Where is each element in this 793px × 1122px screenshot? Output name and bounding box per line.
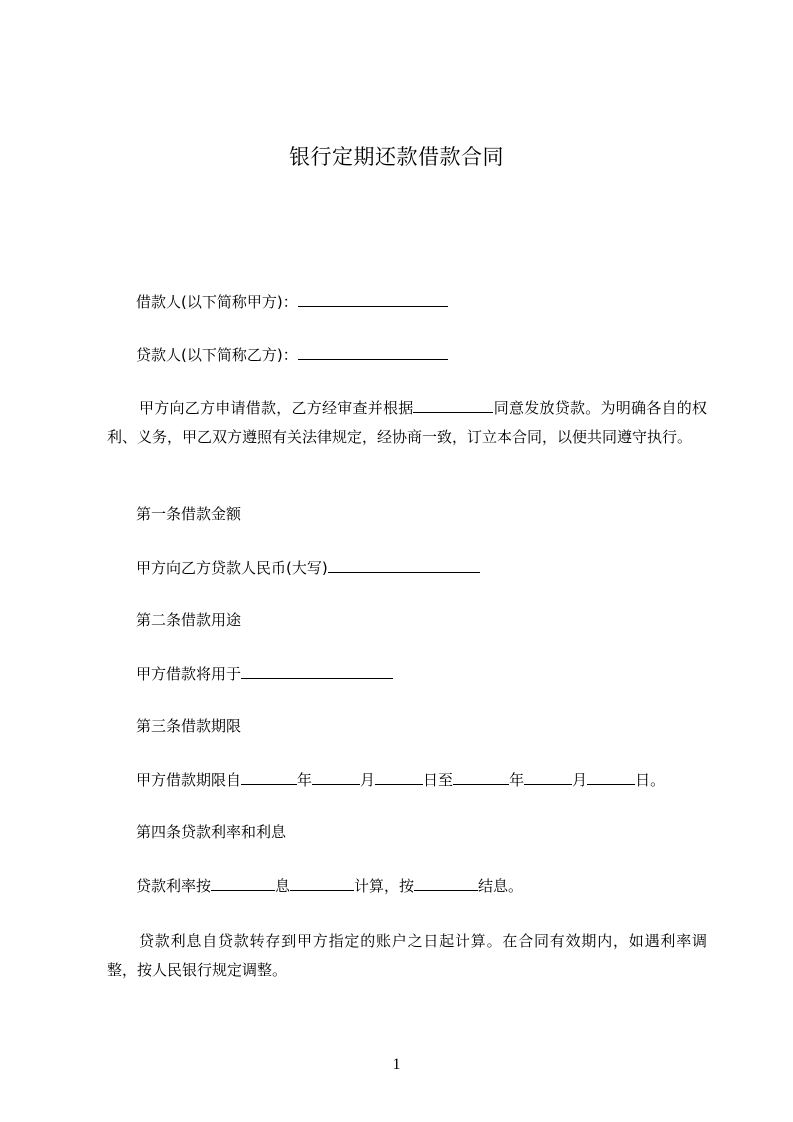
article2-line: [136, 662, 393, 685]
borrower-blank: [298, 290, 448, 307]
article1-heading: 第一条借款金额: [136, 505, 242, 523]
loan-amount-blank: [328, 556, 480, 573]
article3-heading: 第三条借款期限: [136, 717, 242, 735]
start-month-blank: [312, 768, 360, 785]
settle-word: 结息。: [478, 877, 524, 895]
end-year-blank: [453, 768, 509, 785]
intro-text-2: 同意发放贷款。为明确各自的权利、义务，甲乙双方遵照有关法律规定，经协商一致，订立本合同，以便共同遵守执行。: [107, 399, 707, 446]
calc-word: 计算，按: [354, 877, 415, 895]
interest-word: 息: [275, 877, 291, 895]
review-basis-blank: [413, 396, 493, 413]
end-month-blank: [524, 768, 572, 785]
lender-blank: [298, 343, 448, 360]
interest-calc-blank: [290, 874, 354, 891]
intro-paragraph: [107, 394, 707, 452]
page-number: 1: [392, 1056, 401, 1073]
article3-line: [136, 768, 665, 791]
end-month-label: 月: [572, 771, 588, 789]
article2-heading: 第二条借款用途: [136, 611, 242, 629]
start-year-blank: [241, 768, 297, 785]
loan-term-prefix: 甲方借款期限自: [136, 771, 242, 789]
interest-paragraph: 贷款利息自贷款转存到甲方指定的账户之日起计算。在合同有效期内，如遇利率调整，按人民银行规定调整。: [107, 932, 707, 979]
article1-line: [136, 556, 480, 579]
article4-heading: 第四条贷款利率和利息: [136, 823, 287, 841]
borrower-line: [136, 290, 448, 313]
start-day-label: 日至: [423, 771, 454, 789]
borrower-label: 借款人(以下简称甲方)：: [136, 293, 298, 311]
article4-line: [136, 874, 523, 897]
lender-label: 贷款人(以下简称乙方)：: [136, 346, 298, 364]
end-year-label: 年: [509, 771, 525, 789]
start-month-label: 月: [360, 771, 376, 789]
lender-line: [136, 343, 448, 366]
loan-purpose-blank: [241, 662, 393, 679]
loan-purpose-label: 甲方借款将用于: [136, 665, 242, 683]
start-year-label: 年: [297, 771, 313, 789]
start-day-blank: [375, 768, 423, 785]
interest-rate-blank: [211, 874, 275, 891]
end-day-blank: [587, 768, 635, 785]
loan-amount-label: 甲方向乙方贷款人民币(大写): [136, 559, 328, 577]
intro-text-1: 甲方向乙方申请借款，乙方经审查并根据: [139, 399, 414, 417]
interest-rate-prefix: 贷款利率按: [136, 877, 212, 895]
page-title: 银行定期还款借款合同: [289, 145, 504, 169]
end-day-label: 日。: [635, 771, 666, 789]
settlement-blank: [414, 874, 478, 891]
